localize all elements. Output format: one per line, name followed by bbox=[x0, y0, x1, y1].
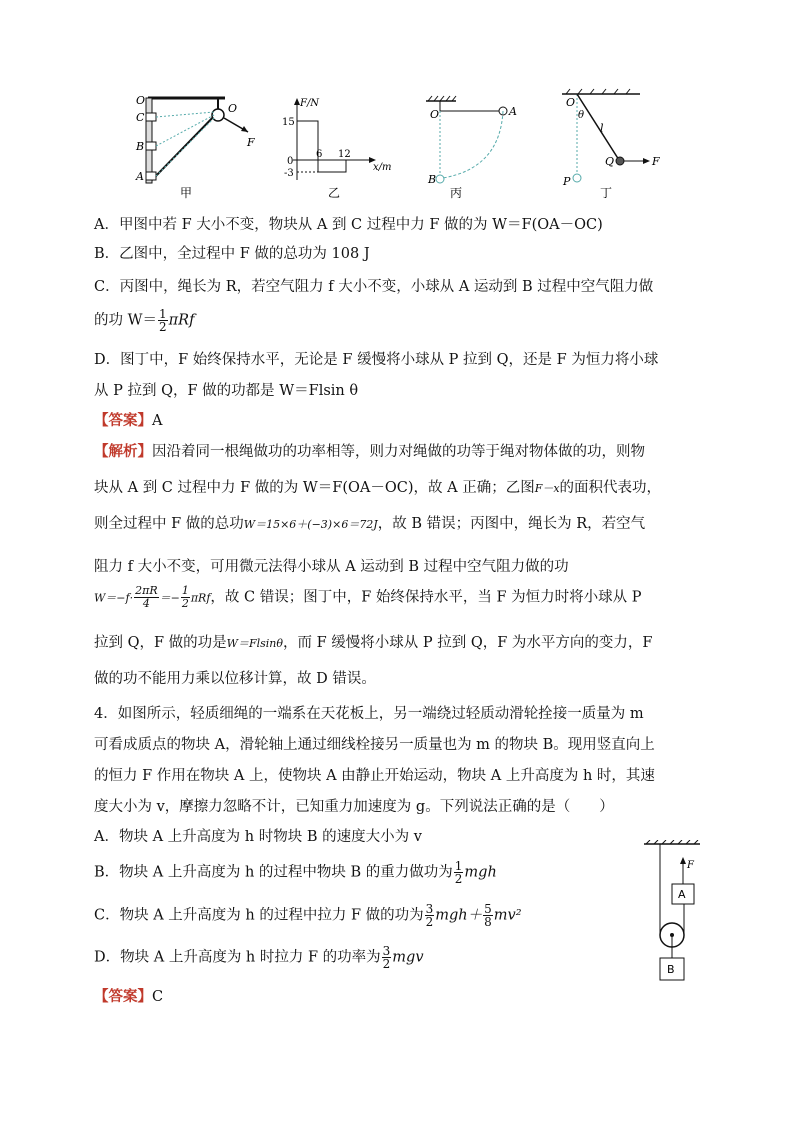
yi-tick-6: 6 bbox=[316, 149, 323, 160]
bing-label-B: B bbox=[428, 173, 437, 186]
figure-jia bbox=[135, 94, 255, 200]
ding-label-Q: Q bbox=[605, 155, 615, 168]
yi-tick-0: 0 bbox=[287, 156, 294, 167]
jia-label-A: A bbox=[136, 170, 144, 183]
figure-bing bbox=[426, 96, 517, 200]
q4-fig-A: A bbox=[678, 888, 686, 901]
analysis-line1 bbox=[94, 441, 704, 463]
q3-c-fraction: $\frac{1}{2}$ bbox=[159, 307, 167, 334]
analysis-line2: 块从 A 到 C 过程中力 F 做的为 W＝F(OA－OC)，故 A 正确；乙图F－x的面积代表功， bbox=[94, 480, 662, 496]
q4-stem-line1: 4．如图所示，轻质细绳的一端系在天花板上，另一端绕过轻质动滑轮拴接一质量为 m bbox=[94, 706, 644, 722]
bing-label-A: A bbox=[509, 105, 517, 118]
q4-option-b: B．物块 A 上升高度为 h 的过程中物块 B 的重力做功为 $\frac{1}{2}$ mgh bbox=[94, 859, 497, 886]
answer-value: C bbox=[152, 989, 164, 1005]
jia-label-B: B bbox=[136, 140, 145, 153]
top-figures bbox=[0, 0, 794, 210]
figure-yi bbox=[282, 98, 392, 200]
analysis-frac-2piR: $\frac{2\pi R}{4}$ bbox=[135, 584, 158, 610]
ding-label-P: P bbox=[563, 175, 571, 188]
analysis-frac-half: $\frac{1}{2}$ bbox=[181, 584, 189, 610]
analysis-line3: 则全过程中 F 做的总功W＝15×6＋(−3)×6＝72J，故 B 错误；丙图中，绳长为 R，若空气 bbox=[94, 516, 646, 532]
q4-answer bbox=[94, 986, 704, 1008]
ding-label-l: l bbox=[600, 122, 604, 135]
ding-label-O: O bbox=[566, 96, 576, 109]
analysis-line4: 阻力 f 大小不变，可用微元法得小球从 A 运动到 B 过程中空气阻力做的功 bbox=[94, 559, 569, 575]
bing-caption: 丙 bbox=[450, 186, 463, 200]
q4-stem-line2: 可看成质点的物块 A，滑轮轴上通过细线栓接另一质量也为 m 的物块 B。现用竖直向上 bbox=[94, 737, 655, 753]
q3-option-a: A．甲图中若 F 大小不变，物块从 A 到 C 过程中力 F 做的为 W＝F(OA－OC) bbox=[94, 217, 603, 233]
analysis-line7: 做的功不能用力乘以位移计算，故 D 错误。 bbox=[94, 671, 376, 687]
analysis-line5: W＝−f· $\frac{2\pi R}{4}$ ＝− $\frac{1}{2}$ πRf，故 C 错误；图丁中，F 始终保持水平，当 F 为恒力时将小球从 P bbox=[94, 584, 642, 610]
q4-stem-line3: 的恒力 F 作用在物块 A 上，使物块 A 由静止开始运动，物块 A 上升高度为 h 时，其速 bbox=[94, 768, 655, 784]
yi-caption: 乙 bbox=[328, 186, 341, 200]
jia-label-O2: O bbox=[228, 102, 238, 115]
analysis-eq-flsin: W＝Flsinθ bbox=[226, 637, 283, 650]
q3-c-pre: 的功 W＝ bbox=[94, 312, 158, 329]
q4-c-fraction2: $\frac{5}{8}$ bbox=[484, 902, 492, 929]
q4-fig-F: F bbox=[687, 860, 694, 871]
yi-tick-12: 12 bbox=[338, 149, 351, 160]
analysis-eq-fx: F－x bbox=[534, 482, 560, 495]
q3-option-c-line2 bbox=[94, 308, 704, 333]
q4-option-c: C．物块 A 上升高度为 h 的过程中拉力 F 做的功为 $\frac{3}{2}$ mgh＋ $\frac{5}{8}$ mv² bbox=[94, 902, 522, 929]
yi-ylabel: F/N bbox=[300, 98, 320, 109]
ding-label-theta: θ bbox=[578, 110, 585, 121]
q3-option-d-line1: D．图丁中，F 始终保持水平，无论是 F 缓慢将小球从 P 拉到 Q，还是 F 为恒力将小球 bbox=[94, 352, 659, 368]
q4-fig-B: B bbox=[667, 963, 675, 976]
analysis-line6: 拉到 Q，F 做的功是W＝Flsinθ，而 F 缓慢将小球从 P 拉到 Q，F 为水平方向的变力，F bbox=[94, 635, 653, 651]
analysis-text1: 因沿着同一根绳做功的功率相等，则力对绳做的功等于绳对物体做的功，则物 bbox=[152, 444, 645, 460]
yi-tick-15: 15 bbox=[282, 117, 295, 128]
analysis-tag: 【解析】 bbox=[94, 443, 152, 460]
q4-b-fraction: $\frac{1}{2}$ bbox=[454, 859, 463, 886]
bing-label-O: O bbox=[430, 108, 440, 121]
jia-label-C: C bbox=[136, 111, 145, 124]
q3-option-d-line2: 从 P 拉到 Q，F 做的功都是 W＝Flsin θ bbox=[94, 383, 359, 399]
q3-c-post: πRf bbox=[168, 312, 195, 329]
q4-c-fraction1: $\frac{3}{2}$ bbox=[425, 902, 434, 929]
jia-label-F: F bbox=[247, 136, 255, 149]
ding-label-F: F bbox=[652, 155, 660, 168]
q3-option-c-line1: C．丙图中，绳长为 R，若空气阻力 f 大小不变，小球从 A 运动到 B 过程中空气阻力做 bbox=[94, 279, 654, 295]
q3-answer bbox=[94, 410, 704, 432]
jia-label-O1: O bbox=[136, 94, 146, 107]
q3-option-b: B．乙图中，全过程中 F 做的总功为 108 J bbox=[94, 246, 370, 262]
figure-ding bbox=[562, 89, 660, 200]
q4-stem-line4: 度大小为 v，摩擦力忽略不计，已知重力加速度为 g。下列说法正确的是（ ） bbox=[94, 799, 614, 815]
answer-tag: 【答案】 bbox=[94, 988, 152, 1005]
q4-d-fraction: $\frac{3}{2}$ bbox=[382, 944, 391, 971]
answer-tag: 【答案】 bbox=[94, 412, 152, 429]
jia-caption: 甲 bbox=[180, 186, 193, 200]
q4-pulley-figure bbox=[630, 840, 730, 1000]
q4-option-d: D．物块 A 上升高度为 h 时拉力 F 的功率为 $\frac{3}{2}$ mgv bbox=[94, 944, 424, 971]
yi-xlabel: x/m bbox=[373, 162, 392, 173]
answer-value: A bbox=[152, 413, 163, 429]
q4-option-a: A．物块 A 上升高度为 h 时物块 B 的速度大小为 v bbox=[94, 829, 422, 845]
ding-caption: 丁 bbox=[600, 186, 613, 200]
analysis-eq-total-work: W＝15×6＋(−3)×6＝72J bbox=[243, 518, 378, 531]
yi-tick-neg3: -3 bbox=[284, 168, 294, 179]
